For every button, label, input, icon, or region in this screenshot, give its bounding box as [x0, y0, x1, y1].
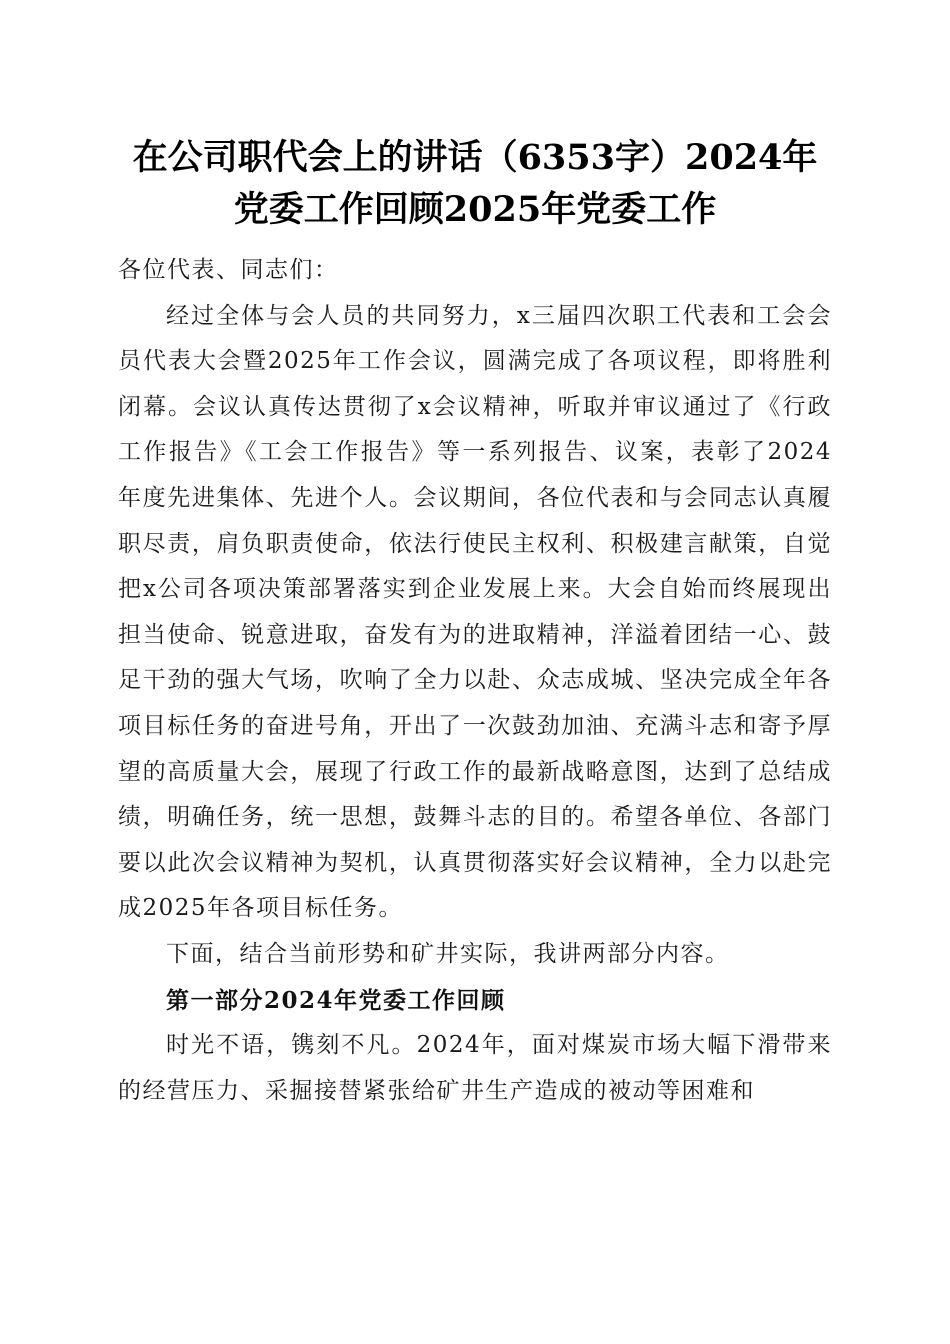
paragraph-section-one: 时光不语，镌刻不凡。2024年，面对煤炭市场大幅下滑带来的经营压力、采掘接替紧张给矿井生产造成的被动等困难和 [118, 1032, 832, 1104]
salutation: 各位代表、同志们： [118, 257, 339, 283]
paragraph-opening: 经过全体与会人员的共同努力，x三届四次职工代表和工会会员代表大会暨2025年工作会议，圆满完成了各项议程，即将胜利闭幕。会议认真传达贯彻了x会议精神，听取并审议通过了《行政工作报告》《工会工作报告》等一系列报告、议案，表彰了2024年度先进集体、先进个人。会议期间，各位代表和与会同志认真履职尽责，肩负职责使命，依法行使民主权利、积极建言献策，自觉把x公司各项决策部署落实到企业发展上来。大会自始而终展现出担当使命、锐意进取，奋发有为的进取精神，洋溢着团结一心、鼓足干劲的强大气场，吹响了全力以赴、众志成城、坚决完成全年各项目标任务的奋进号角，开出了一次鼓劲加油、充满斗志和寄予厚望的高质量大会，展现了行政工作的最新战略意图，达到了总结成绩，明确任务，统一思想，鼓舞斗志的目的。希望各单位、各部门要以此次会议精神为契机，认真贯彻落实好会议精神，全力以赴完成2025年各项目标任务。 [118, 302, 832, 922]
section-heading: 第一部分2024年党委工作回顾 [166, 986, 506, 1014]
document-body [118, 248, 832, 1114]
paragraph-outline: 下面，结合当前形势和矿井实际，我讲两部分内容。 [166, 940, 730, 967]
document-title: 在公司职代会上的讲话（6353字）2024年党委工作回顾2025年党委工作 [132, 137, 818, 230]
